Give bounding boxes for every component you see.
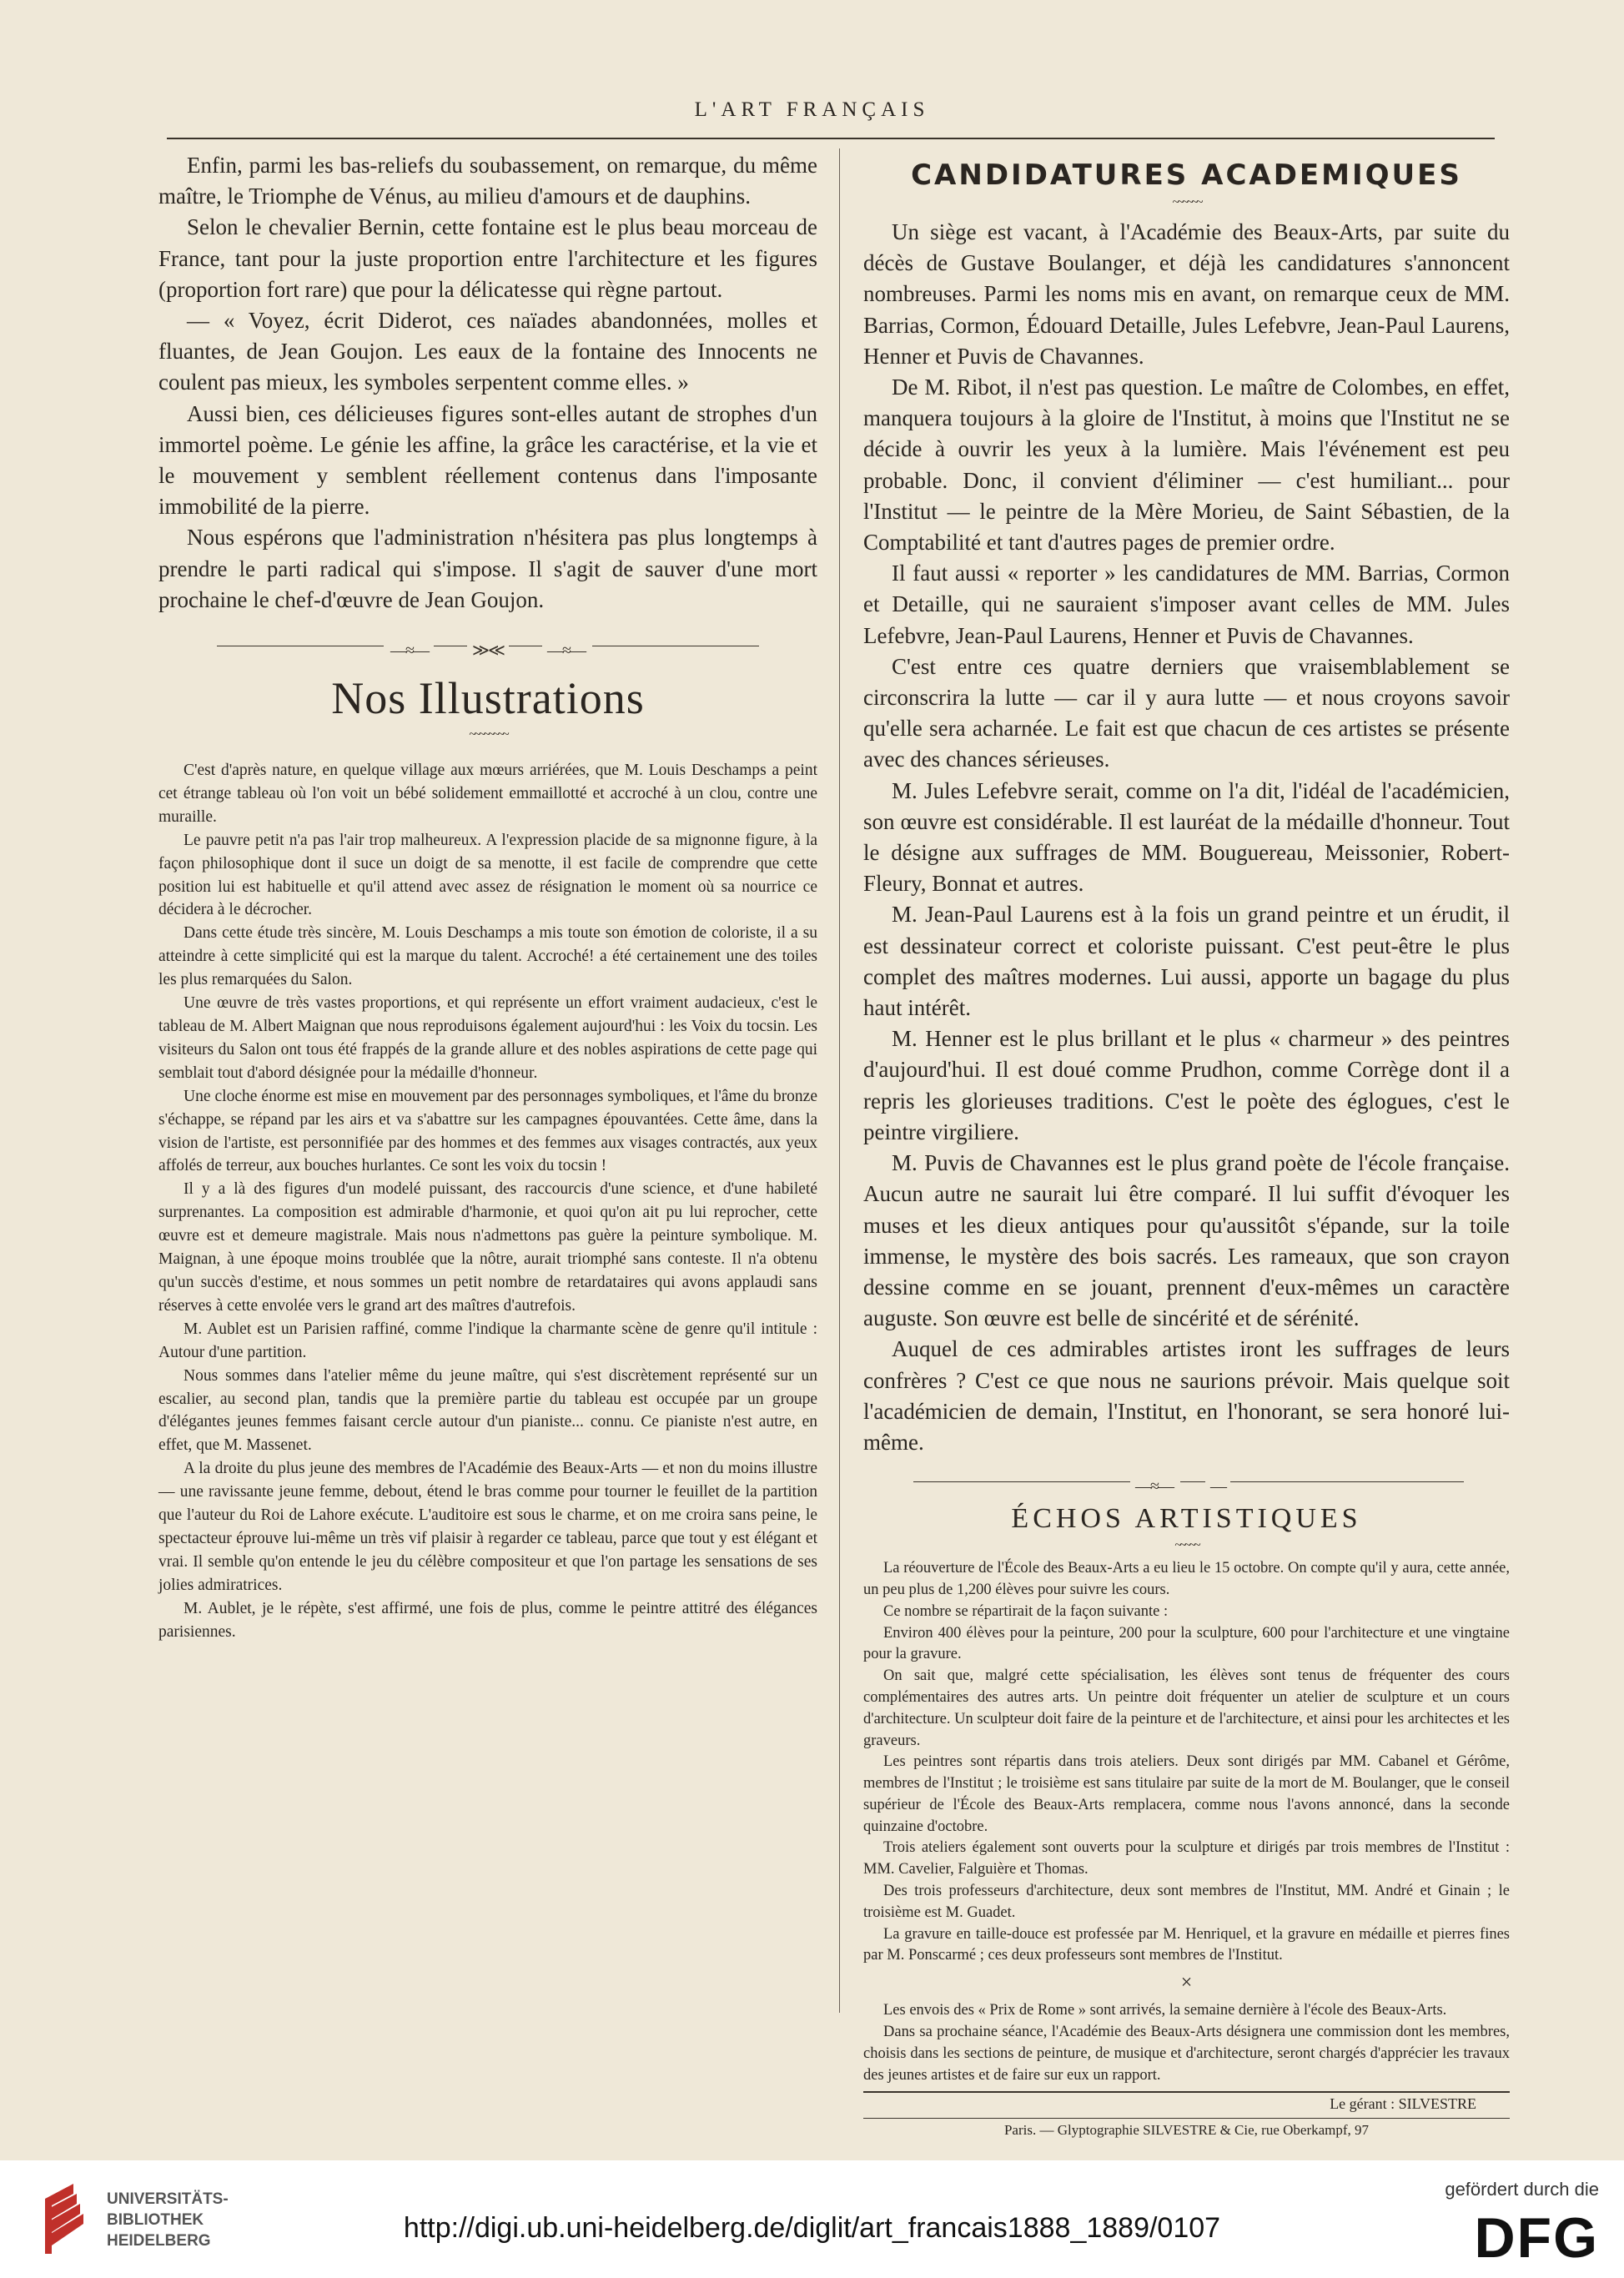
paragraph: — « Voyez, écrit Diderot, ces naïades abandonnées, molles et fluantes, de Jean Goujon. Les eaux de la fontaine des Innocents ne coulent pas mieux, les symboles serpentent comme elles. »	[158, 308, 817, 395]
paragraph: Auquel de ces admirables artistes iront les suffrages de leurs confrères ? C'est ce que nous ne saurions prévoir. Mais quelque soit l'académicien de demain, l'Institut, en l'honorant, se sera honoré lui-même.	[863, 1336, 1510, 1455]
paragraph: Dans cette étude très sincère, M. Louis Deschamps a mis toute son émotion de coloriste, il a su atteindre à cette simplicité qui est la marque du talent. Accroché! a été certainement une des toiles les plus remarquées du Salon.	[158, 924, 817, 989]
paragraph: Nous sommes dans l'atelier même du jeune maître, qui s'est discrètement représenté sur un escalier, au second plan, tandis que la première partie du tableau est occupée par un groupe d'élégantes jeunes femmes faisant cercle autour d'un pianiste... connu. Ce pianiste n'est autre, en effet, que M. Massenet.	[158, 1366, 817, 1455]
paragraph: La réouverture de l'École des Beaux-Arts a eu lieu le 15 octobre. On compte qu'il y aura, cette année, un peu plus de 1,200 élèves pour suivre les cours.	[863, 1560, 1510, 1598]
ornament-divider: —≈— ≫≪ —≈—	[158, 632, 817, 661]
echos-text	[863, 1558, 1510, 2086]
footer-bar	[0, 2160, 1624, 2278]
paragraph: Aussi bien, ces délicieuses figures sont-elles autant de strophes d'un immortel poème. Le génie les affine, la grâce les caractérise, et la vie et le mouvement y semblent réellement contenus dans l'imposante immobilité de la pierre.	[158, 400, 817, 520]
paragraph: Des trois professeurs d'architecture, deux sont membres de l'Institut, MM. André et Ginain ; le troisième est M. Guadet.	[863, 1883, 1510, 1921]
paragraph: On sait que, malgré cette spécialisation, les élèves sont tenus de fréquenter des cours complémentaires des autres arts. Un peintre doit fréquenter un atelier de sculpture et un cours d'architecture. Un sculpteur doit faire de la peinture et de l'architecture, et ainsi pour les architectes et les graveurs.	[863, 1667, 1510, 1749]
paragraph: Les peintres sont répartis dans trois ateliers. Deux sont dirigés par MM. Cabanel et Gérôme, membres de l'Institut ; le troisième est sans titulaire par suite de la mort de M. Boulanger, que le conseil supérieur de l'École des Beaux-Arts remplacera, comme nous l'avons annoncé, dans la seconde quinzaine d'octobre.	[863, 1753, 1510, 1835]
institution-line: BIBLIOTHEK	[107, 2211, 204, 2229]
funded-by-text: gefördert durch die	[1445, 2179, 1599, 2200]
paragraph: Un siège est vacant, à l'Académie des Beaux-Arts, par suite du décès de Gustave Boulanger, et déjà les candidatures s'annoncent nombreuses. Parmi les noms mis en avant, on remarque ceux de MM. Barrias, Cormon, Édouard Detaille, Jules Lefebvre, Jean-Paul Laurens, Henner et Puvis de Chavannes.	[863, 219, 1510, 369]
paragraph: M. Aublet est un Parisien raffiné, comme l'indique la charmante scène de genre qu'il intitule : Autour d'une partition.	[158, 1320, 817, 1361]
imprint: Paris. — Glyptographie SILVESTRE & Cie, rue Oberkampf, 97	[863, 2118, 1510, 2140]
paragraph: Enfin, parmi les bas-reliefs du soubassement, on remarque, du même maître, le Triomphe de Vénus, au milieu d'amours et de dauphins.	[158, 153, 817, 209]
title-flourish: ~~~~~~	[1172, 195, 1201, 209]
paragraph: M. Henner est le plus brillant et le plus « charmeur » des peintres d'aujourd'hui. Il est doué comme Prudhon, comme Corrège dont il a repris les glorieuses traditions. C'est le poète des églogues, c'est le peintre virgiliere.	[863, 1026, 1510, 1144]
column-divider	[839, 148, 840, 2013]
paragraph: Selon le chevalier Bernin, cette fontaine est le plus beau morceau de France, tant pour la juste proportion entre l'architecture et les figures (proportion fort rare) que pour la délicatesse qui règne partout.	[158, 214, 817, 302]
paragraph: Nous espérons que l'administration n'hésitera pas plus longtemps à prendre le parti radical qui s'impose. Il s'agit de sauver d'une mort prochaine le chef-d'œuvre de Jean Goujon.	[158, 525, 817, 612]
right-column	[863, 150, 1510, 2140]
running-head: L'ART FRANÇAIS	[694, 98, 930, 121]
paragraph: Les envois des « Prix de Rome » sont arrivés, la semaine dernière à l'école des Beaux-Arts.	[883, 2002, 1447, 2019]
paragraph: C'est d'après nature, en quelque village aux mœurs arriérées, que M. Louis Deschamps a peint cet étrange tableau où l'on voit un bébé solidement emmaillotté et accroché à un clou, contre une muraille.	[158, 762, 817, 826]
paragraph: Trois ateliers également sont ouverts pour la sculpture et dirigés par trois membres de l'Institut : MM. Cavelier, Falguière et Thomas.	[863, 1839, 1510, 1878]
paragraph: M. Jean-Paul Laurens est à la fois un grand peintre et un érudit, il est dessinateur correct et coloriste puissant. C'est peut-être le plus complet des maîtres modernes. Lui aussi, apporte un bagage du plus haut intérêt.	[863, 902, 1510, 1021]
signature: Le gérant : SILVESTRE	[863, 2091, 1510, 2115]
paragraph: Ce nombre se répartirait de la façon suivante :	[883, 1602, 1169, 1620]
paragraph: Le pauvre petit n'a pas l'air trop malheureux. A l'expression placide de sa mignonne figure, à la façon philosophique dont il suce un doigt de sa menotte, il est facile de comprendre que cette position lui est habituelle et qu'il attend avec assez de résignation le moment où sa nourrice ce décidera à le décrocher.	[158, 831, 817, 919]
title-flourish: ~~~~~~~~	[469, 727, 507, 742]
source-url-link[interactable]: http://digi.ub.uni-heidelberg.de/diglit/art_francais1888_1889/0107	[403, 2212, 1221, 2244]
echos-separator: ×	[1180, 1972, 1193, 1994]
section-title-echos: ÉCHOS ARTISTIQUES	[1011, 1503, 1362, 1535]
section-title-illustrations: Nos Illustrations	[331, 673, 645, 724]
paragraph: Il faut aussi « reporter » les candidatures de MM. Barrias, Cormon et Detaille, qui ne sauraient s'imposer avant celles de MM. Jules Lefebvre, Jean-Paul Laurens, Henner et Puvis de Chavannes.	[863, 561, 1510, 648]
section-title-candidatures: CANDIDATURES ACADEMIQUES	[911, 158, 1462, 192]
paragraph: De M. Ribot, il n'est pas question. Le maître de Colombes, en effet, manquera toujours à la gloire de l'Institut, à moins que l'Institut ne se décide à ouvrir les yeux à la lumière. Mais l'événement est peu probable. Donc, il convient d'éliminer — c'est humiliant... pour l'Institut — le peintre de la Mère Morieu, de Saint Sébastien, de la Comptabilité et tant d'autres pages de premier ordre.	[863, 375, 1510, 556]
paragraph: M. Puvis de Chavannes est le plus grand poète de l'école française. Aucun autre ne saurait lui être comparé. Il lui suffit d'évoquer les muses et les dieux antiques pour qu'aussitôt s'épande, sur la toile immense, le mystère des bois sacrés. Les rameaux, que son crayon dessine comme en se jouant, prennent d'eux-mêmes un caractère auguste. Son œuvre est belle de sincérité et de sérénité.	[863, 1150, 1510, 1331]
paragraph: Dans sa prochaine séance, l'Académie des Beaux-Arts désignera une commission dont les membres, choisis dans les sections de peinture, de musique et d'architecture, seront chargés d'apprécier les travaux des jeunes artistes et de faire sur eux un rapport.	[863, 2024, 1510, 2084]
paragraph: Environ 400 élèves pour la peinture, 200 pour la sculpture, 600 pour l'architecture et une vingtaine pour la gravure.	[863, 1624, 1510, 1663]
paragraph: M. Jules Lefebvre serait, comme on l'a dit, l'idéal de l'académicien, son œuvre est considérable. Il est lauréat de la médaille d'honneur. Tout le désigne aux suffrages de MM. Bouguereau, Meissonier, Robert-Fleury, Bonnat et autres.	[863, 777, 1510, 897]
paragraph: M. Aublet, je le répète, s'est affirmé, une fois de plus, comme le peintre attitré des élégances parisiennes.	[158, 1599, 817, 1641]
institution-line: UNIVERSITÄTS-	[107, 2190, 229, 2208]
paragraph: A la droite du plus jeune des membres de l'Académie des Beaux-Arts — et non du moins illustre — une ravissante jeune femme, debout, étend le bras comme pour tourner le feuillet de la partition que l'auteur du Roi de Lahore exécute. L'auditoire est sous le charme, et on me croira sans peine, le spectacteur éprouve lui-même un très vif plaisir à regarder ce tableau, parce que tout y est élégant et vrai. Il semble qu'on entende le jeu du célèbre compositeur et que l'on partage les sensations de ses jolies admiratrices.	[158, 1460, 817, 1594]
paragraph: Il y a là des figures d'un modelé puissant, des raccourcis d'une science, et d'une habileté surprenantes. La composition est admirable d'harmonie, et quoi qu'on ait pu lui reprocher, cette œuvre est et demeure magistrale. Mais nous n'admettons pas guère la peinture symbolique. M. Maignan, à une époque moins troublée que la nôtre, aurait triomphé sans conteste. Il n'a obtenu qu'un succès d'estime, et nous sommes un petit nombre de retardataires qui avons applaudi sans réserves à cette envolée vers le grand art des maîtres d'autrefois.	[158, 1180, 817, 1315]
dfg-logo: DFG	[1474, 2206, 1599, 2270]
left-column	[158, 150, 817, 1643]
title-flourish: ~~~~~	[1174, 1538, 1199, 1553]
paragraph: C'est entre ces quatre derniers que vraisemblablement se circonscrira la lutte — car il y aura lutte — et nous croyons savoir qu'elle sera acharnée. Le fait est que chacun de ces artistes se présente avec des chances sérieuses.	[863, 653, 1510, 772]
paragraph: La gravure en taille-douce est professée par M. Henriquel, et la gravure en médaille et pierres fines par M. Ponscarmé ; ces deux professeurs sont membres de l'Institut.	[863, 1925, 1510, 1964]
illustrations-text	[158, 759, 817, 1643]
institution-line: HEIDELBERG	[107, 2232, 211, 2250]
paragraph: Une œuvre de très vastes proportions, et qui représente un effort vraiment audacieux, c'est le tableau de M. Albert Maignan que nous reproduisons également aujourd'hui : les Voix du tocsin. Les visiteurs du Salon ont tous été frappés de la grande allure et des nobles aspirations de cette page qui semblait tout d'abord désignée pour la médaille d'honneur.	[158, 994, 817, 1082]
ornament-divider: —≈— —	[863, 1468, 1510, 1496]
paragraph: Une cloche énorme est mise en mouvement par des personnages symboliques, et l'âme du bronze s'échappe, se répand par les airs et va s'abattre sur les campagnes épouvantées. Cette âme, dans la vision de l'artiste, est personnifiée par des hommes et des femmes aux visages contractés, aux yeux affolés de terreur, aux bouches hurlantes. Ce sont les voix du tocsin !	[158, 1087, 817, 1175]
header-rule	[167, 138, 1495, 139]
